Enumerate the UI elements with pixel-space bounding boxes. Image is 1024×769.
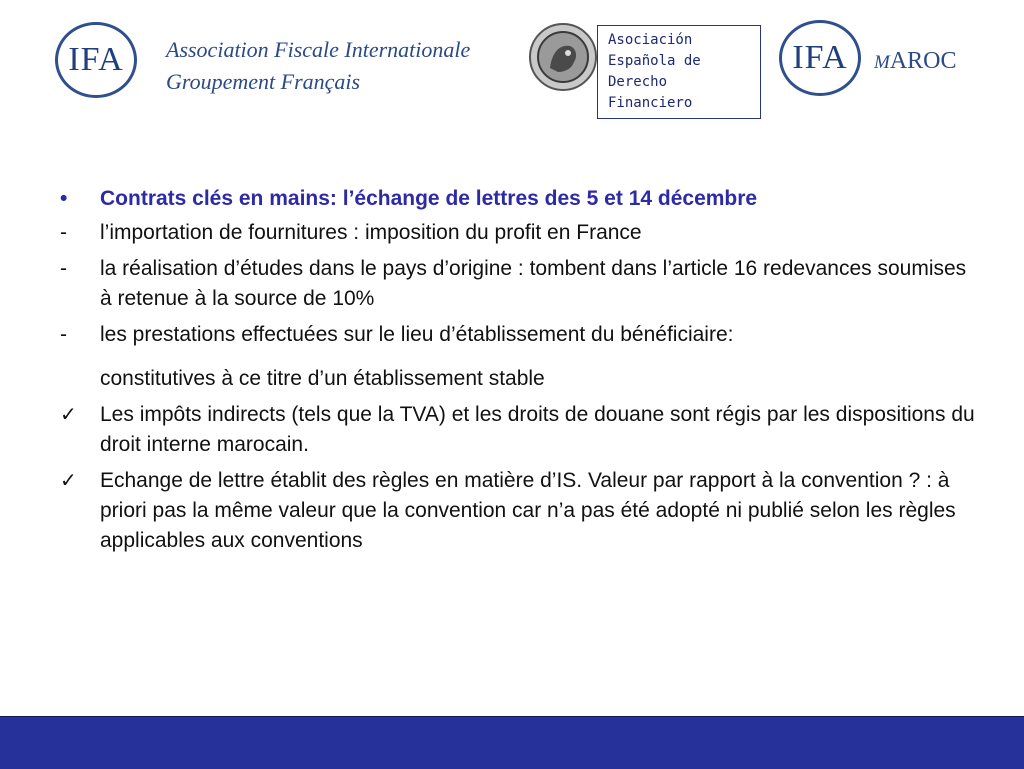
checkmark-icon: ✓: [60, 470, 77, 492]
dash-item: [60, 320, 975, 350]
slide-content: [60, 184, 975, 562]
maroc-label: [874, 48, 957, 75]
heading-bullet: [60, 184, 975, 214]
org-title-line2: Groupement Français: [166, 69, 361, 94]
dash-marker: -: [60, 323, 67, 346]
org-title: [166, 34, 470, 98]
check-item: [60, 400, 975, 460]
org-title-line1: Association Fiscale Internationale: [166, 37, 471, 62]
dash-item: [60, 254, 975, 314]
ifa-logo-right: [779, 20, 861, 96]
footer-bar: [0, 716, 1024, 769]
check-item-text: Echange de lettre établit des règles en matière d’IS. Valeur par rapport à la convention ? : à priori pas la même valeur que la convention car n’a pas été adopté ni publié selon les règles applicables aux conventions: [100, 469, 956, 552]
dash-item: [60, 218, 975, 248]
medallion-seal-icon: [528, 22, 598, 92]
checkmark-icon: ✓: [60, 404, 77, 426]
ifa-logo-left: [55, 22, 137, 98]
aedf-line-2: Española de: [608, 53, 701, 69]
dash-marker: -: [60, 257, 67, 280]
dash-marker: -: [60, 221, 67, 244]
aedf-line-1: Asociación: [608, 32, 693, 48]
dash-item-text: la réalisation d’études dans le pays d’origine : tombent dans l’article 16 redevances soumises à retenue à la source de 10%: [100, 257, 967, 310]
dash-item-text: l’importation de fournitures : imposition du profit en France: [100, 221, 642, 244]
check-item: [60, 466, 975, 556]
bullet-marker: •: [60, 187, 68, 210]
check-item-text: Les impôts indirects (tels que la TVA) et les droits de douane sont régis par les dispositions du droit interne marocain.: [100, 403, 975, 456]
ifa-logo-icon: IFA: [792, 39, 848, 76]
aedf-line-4: Financiero: [608, 95, 693, 111]
ifa-logo-icon: IFA: [68, 41, 124, 78]
continuation-text: constitutives à ce titre d’un établissement stable: [100, 367, 545, 390]
aedf-label-box: [597, 25, 761, 119]
dash-item-text: les prestations effectuées sur le lieu d’établissement du bénéficiaire:: [100, 323, 734, 346]
maroc-rest: AROC: [889, 48, 957, 74]
heading-text: Contrats clés en mains: l’échange de lettres des 5 et 14 décembre: [100, 187, 758, 210]
maroc-initial: M: [874, 52, 890, 73]
aedf-line-3: Derecho: [608, 74, 668, 90]
